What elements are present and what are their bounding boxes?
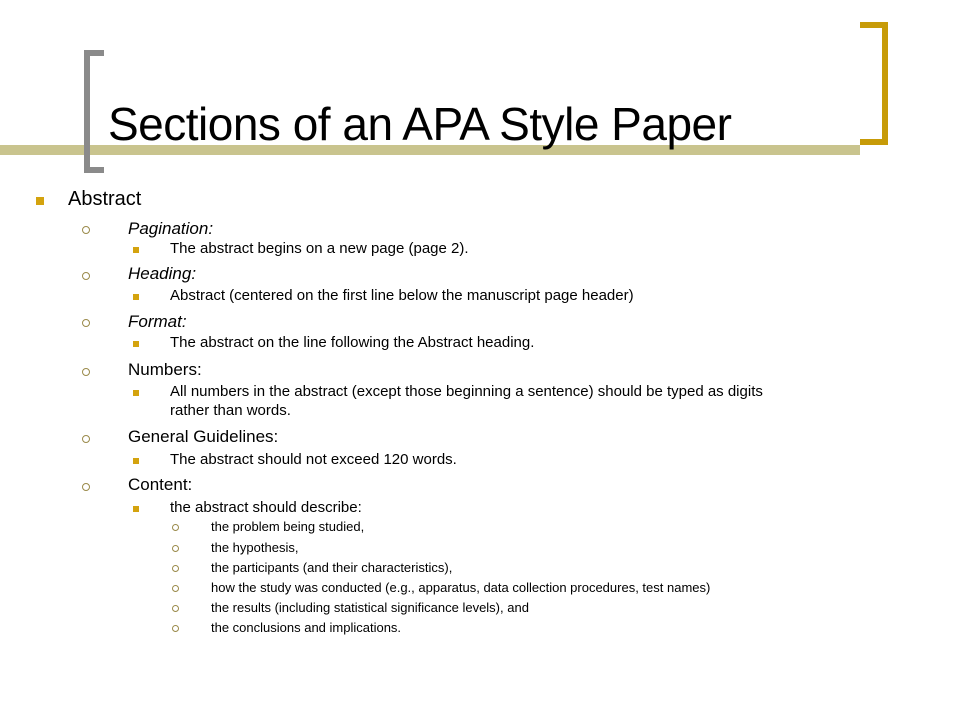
item-heading-content: Content: bbox=[128, 475, 193, 494]
hollow-circle-bullet-icon bbox=[82, 226, 90, 234]
section-heading: Abstract bbox=[68, 188, 142, 210]
item-detail-pagination: The abstract begins on a new page (page 2). bbox=[170, 240, 469, 257]
item-heading-pagination: Pagination: bbox=[128, 219, 214, 238]
item-heading-format: Format: bbox=[128, 312, 187, 331]
small-hollow-circle-bullet-icon bbox=[172, 565, 179, 572]
small-square-bullet-icon bbox=[133, 506, 139, 512]
content-subitem: how the study was conducted (e.g., apparatus, data collection procedures, test names) bbox=[211, 580, 711, 595]
small-square-bullet-icon bbox=[133, 390, 139, 396]
hollow-circle-bullet-icon bbox=[82, 272, 90, 280]
item-detail-heading: Abstract (centered on the first line below the manuscript page header) bbox=[170, 287, 634, 304]
small-hollow-circle-bullet-icon bbox=[172, 605, 179, 612]
item-detail-content: the abstract should describe: bbox=[170, 499, 362, 516]
small-square-bullet-icon bbox=[133, 458, 139, 464]
content-subitem: the participants (and their characteristics), bbox=[211, 560, 453, 575]
small-hollow-circle-bullet-icon bbox=[172, 545, 179, 552]
small-square-bullet-icon bbox=[133, 341, 139, 347]
content-subitem: the results (including statistical significance levels), and bbox=[211, 600, 529, 615]
item-heading-numbers: Numbers: bbox=[128, 360, 202, 379]
item-detail-numbers-line2: rather than words. bbox=[170, 402, 291, 419]
item-detail-format: The abstract on the line following the Abstract heading. bbox=[170, 334, 535, 351]
content-subitem: the hypothesis, bbox=[211, 540, 299, 555]
item-detail-numbers-line1: All numbers in the abstract (except those beginning a sentence) should be typed as digits bbox=[170, 383, 763, 400]
slide-title: Sections of an APA Style Paper bbox=[108, 98, 732, 150]
small-square-bullet-icon bbox=[133, 247, 139, 253]
small-hollow-circle-bullet-icon bbox=[172, 625, 179, 632]
item-detail-guidelines: The abstract should not exceed 120 words. bbox=[170, 451, 457, 468]
content-subitem: the problem being studied, bbox=[211, 519, 365, 534]
hollow-circle-bullet-icon bbox=[82, 483, 90, 491]
small-hollow-circle-bullet-icon bbox=[172, 585, 179, 592]
hollow-circle-bullet-icon bbox=[82, 319, 90, 327]
small-square-bullet-icon bbox=[133, 294, 139, 300]
small-hollow-circle-bullet-icon bbox=[172, 524, 179, 531]
square-bullet-icon bbox=[36, 197, 44, 205]
hollow-circle-bullet-icon bbox=[82, 368, 90, 376]
hollow-circle-bullet-icon bbox=[82, 435, 90, 443]
item-heading-guidelines: General Guidelines: bbox=[128, 427, 279, 446]
content-subitem: the conclusions and implications. bbox=[211, 620, 402, 635]
item-heading-heading: Heading: bbox=[128, 264, 197, 283]
